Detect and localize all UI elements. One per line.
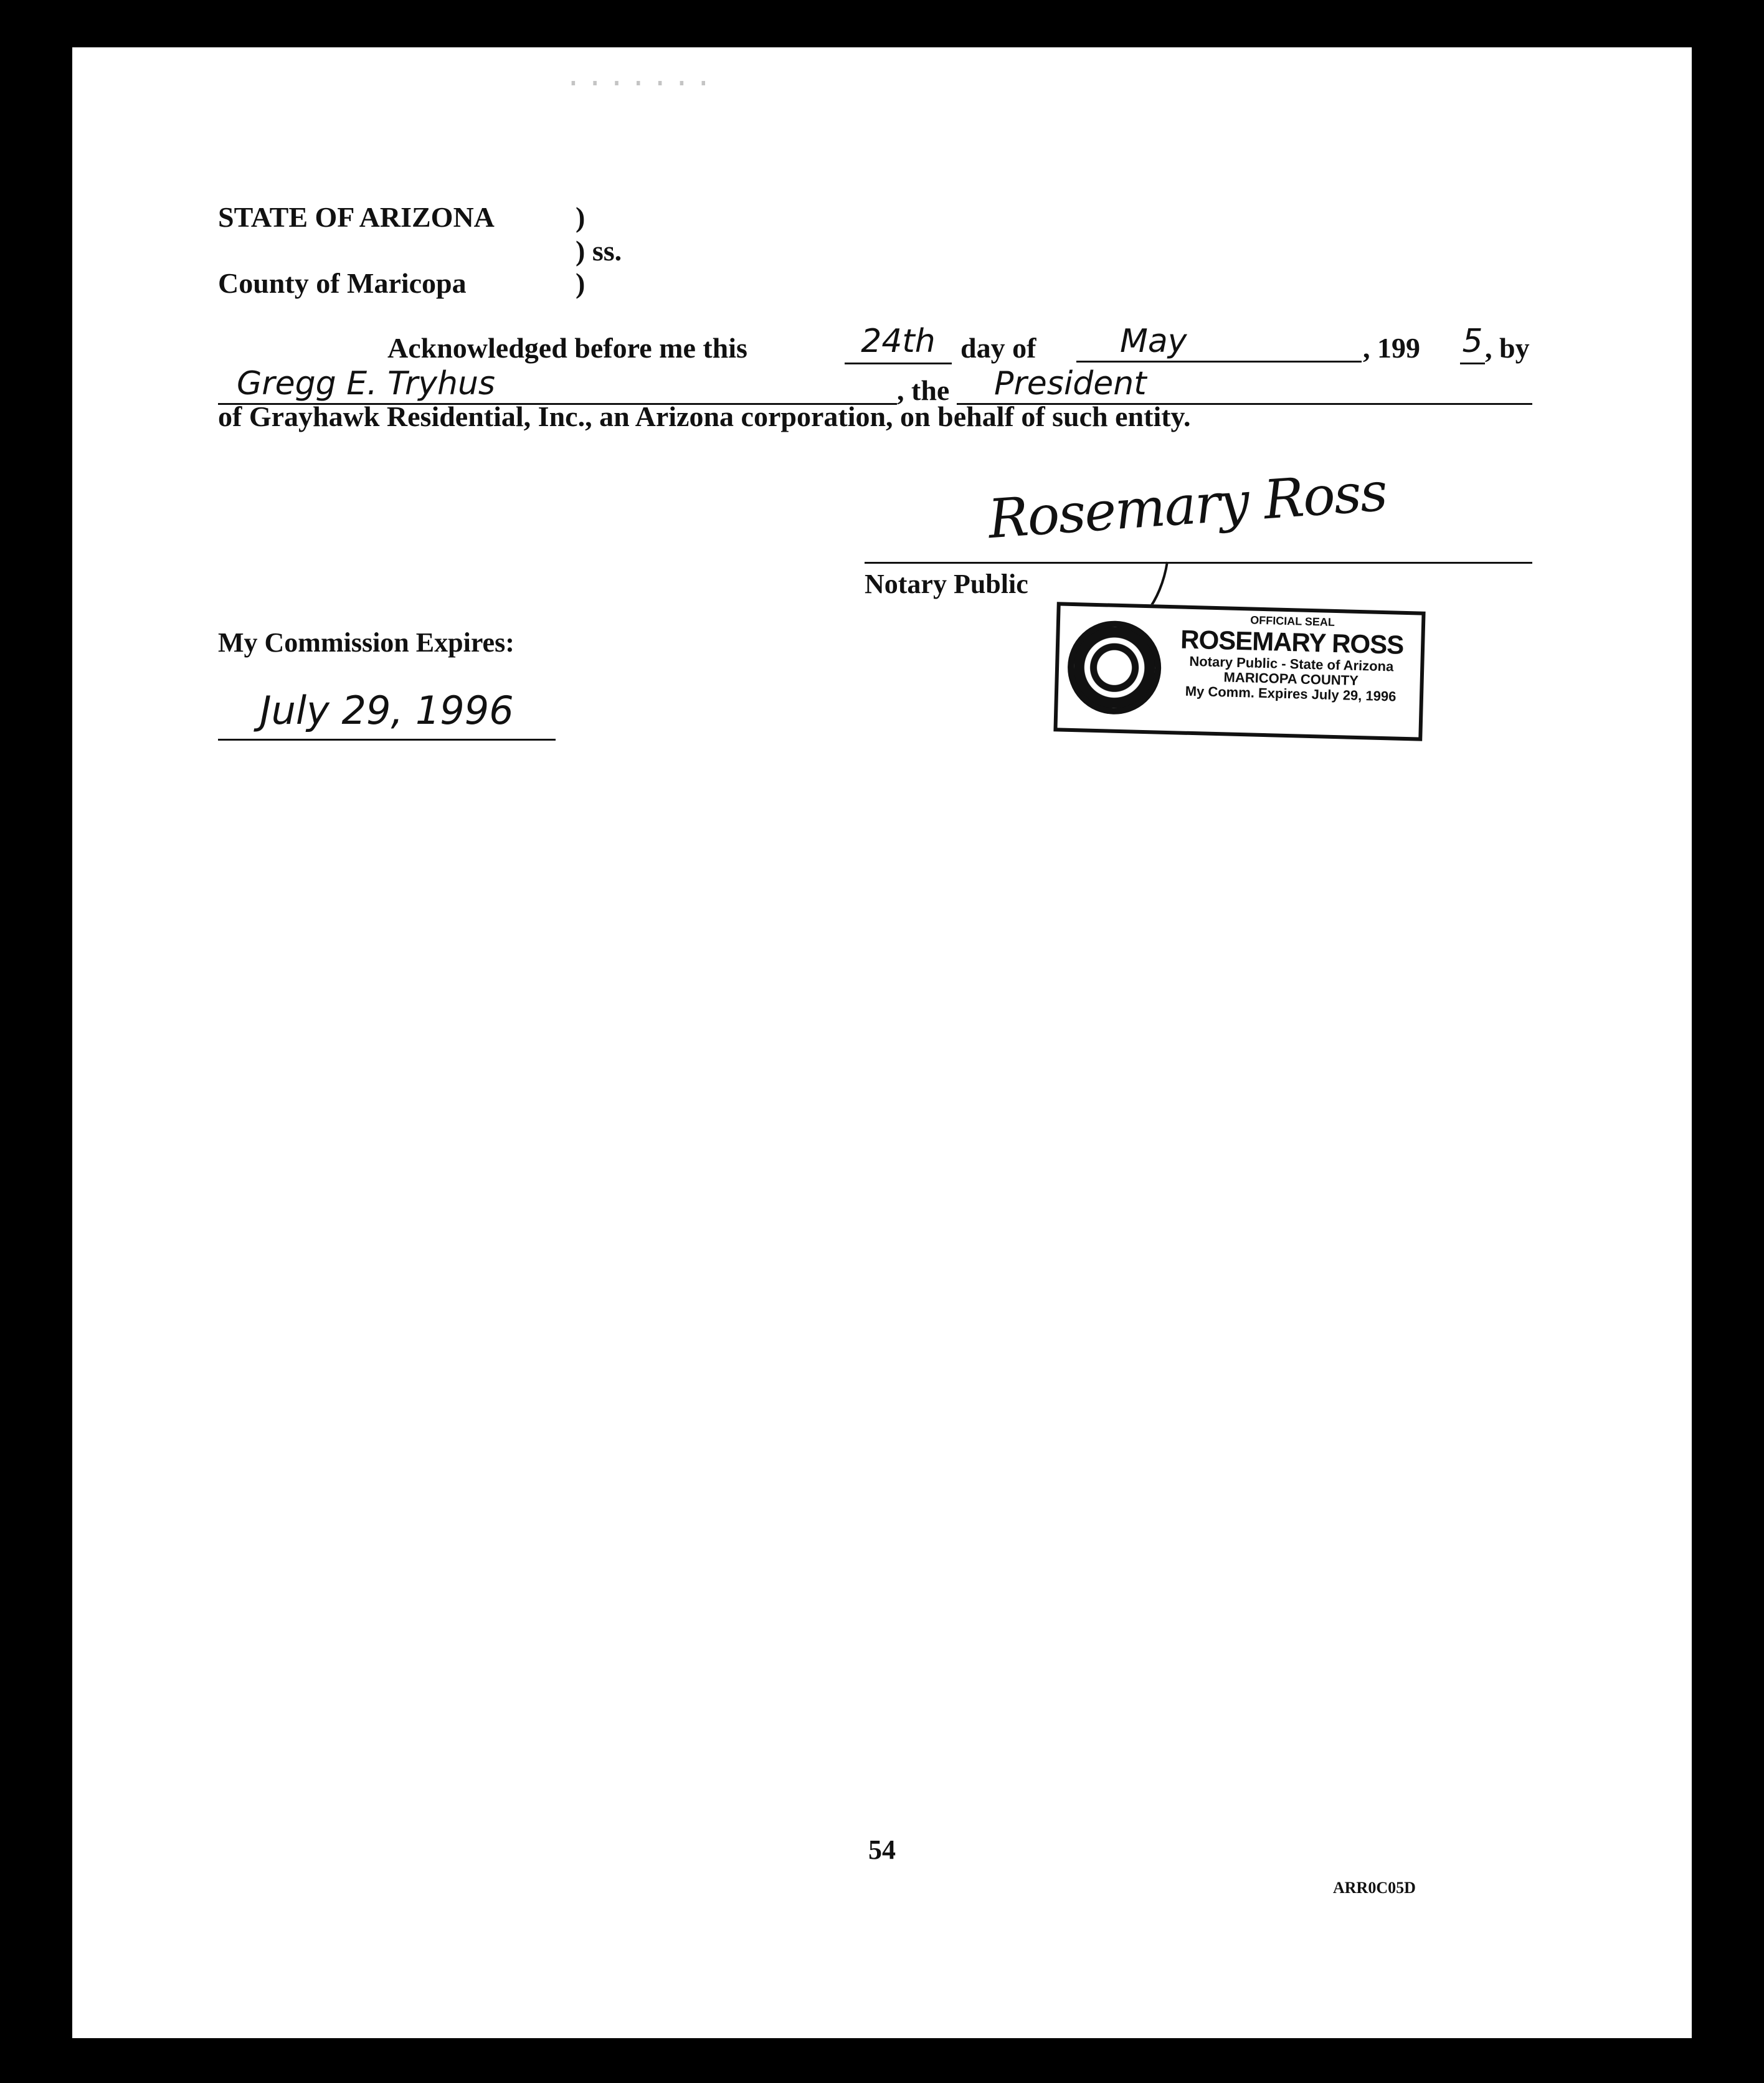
ack-text-3: , 199 xyxy=(1363,332,1420,364)
venue-state: STATE OF ARIZONA xyxy=(218,201,495,233)
venue-ss: ) ss. xyxy=(576,235,622,267)
seal-line-2: ROSEMARY ROSS xyxy=(1180,624,1404,660)
ack-day-field: 24th xyxy=(845,325,952,364)
commission-date-field: July 29, 1996 xyxy=(218,691,556,741)
venue-county: County of Maricopa xyxy=(218,267,467,299)
seal-line-4: MARICOPA COUNTY xyxy=(1223,669,1359,689)
venue-paren-bottom: ) xyxy=(576,267,586,299)
notary-seal xyxy=(1053,602,1425,741)
seal-line-3: Notary Public - State of Arizona xyxy=(1189,653,1394,675)
page-number: 54 xyxy=(868,1834,896,1865)
document-code: ARR0C05D xyxy=(1333,1879,1416,1897)
notary-signature-line xyxy=(865,562,1532,564)
state-seal-emblem-icon xyxy=(1066,620,1162,716)
ack-text-4: , by xyxy=(1485,332,1530,364)
ack-text-5: , the xyxy=(897,374,950,406)
ack-title-field: President xyxy=(957,368,1532,405)
document-page xyxy=(72,47,1692,2038)
notary-label: Notary Public xyxy=(865,569,1028,599)
commission-label: My Commission Expires: xyxy=(218,627,514,658)
seal-line-1: OFFICIAL SEAL xyxy=(1250,614,1335,629)
ack-text-1: Acknowledged before me this xyxy=(387,332,747,364)
top-stamp-text: ······· xyxy=(564,67,716,101)
seal-line-5: My Comm. Expires July 29, 1996 xyxy=(1185,683,1396,705)
venue-paren-top: ) xyxy=(576,201,586,233)
notary-signature: Rosemary Ross xyxy=(986,460,1388,551)
ack-text-6: of Grayhawk Residential, Inc., an Arizona corporation, on behalf of such entity. xyxy=(218,401,1191,432)
ack-name-field: Gregg E. Tryhus xyxy=(218,368,897,405)
ack-text-2: day of xyxy=(960,332,1036,364)
ack-month-field: May xyxy=(1076,325,1362,363)
ack-year-digit: 5 xyxy=(1460,325,1485,364)
